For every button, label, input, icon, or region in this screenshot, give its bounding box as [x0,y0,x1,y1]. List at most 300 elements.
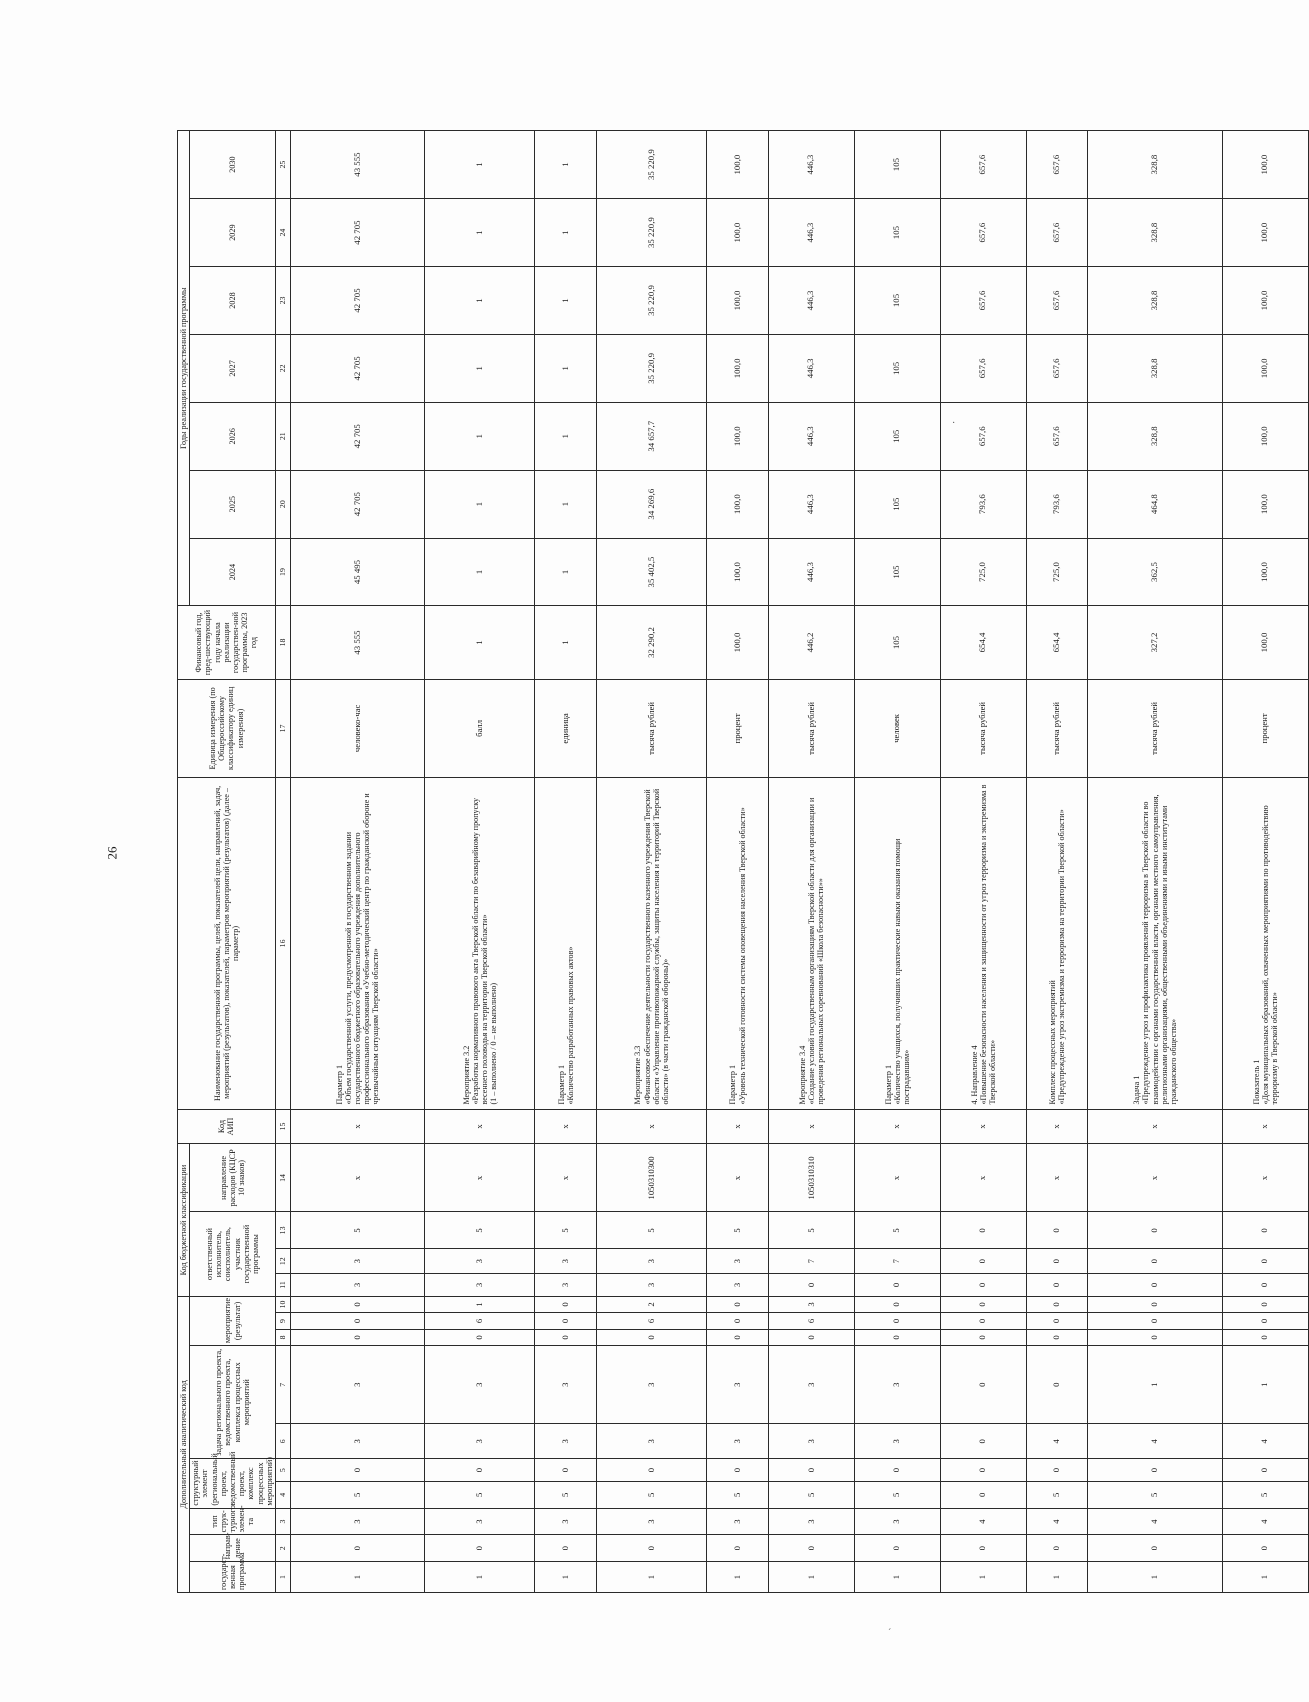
unit-cell: процент [707,679,769,778]
value-cell: 35 220,9 [597,199,707,267]
value-cell: 105 [854,606,940,679]
value-cell: 45 495 [290,538,424,606]
value-cell: 328,8 [1088,267,1222,335]
code-cell: 5 [707,1481,769,1508]
code-cell: 3 [854,1508,940,1535]
code-cell: 0 [940,1346,1026,1424]
value-cell: 105 [854,470,940,538]
code-cell: 0 [940,1313,1026,1329]
code-cell: 5 [1026,1481,1088,1508]
value-cell: 105 [854,131,940,199]
code-cell: 0 [425,1329,535,1345]
column-number: 20 [275,470,290,538]
code-cell: 0 [535,1296,597,1313]
unit-header: Единица измерения (по Общероссийскому классификатору единиц измерения) [178,679,276,778]
value-cell: 35 402,5 [597,538,707,606]
expense-direction-header: направление расходов (КЦСР 10 знаков) [190,1144,276,1212]
column-number: 3 [275,1508,290,1535]
column-number: 18 [275,606,290,679]
code-cell: 3 [290,1508,424,1535]
code-cell: 0 [940,1535,1026,1562]
name-header: Наименование государственной программы, целей, показателей цели, направлений, задач, мероприятий (результатов), показателей, параметров мероприятий (результатов) (далее – параметр) [178,778,276,1109]
table-row [425,131,535,1593]
code-cell: 0 [1026,1346,1088,1424]
value-cell: 657,6 [940,199,1026,267]
code-cell: 5 [290,1481,424,1508]
code-cell: 3 [535,1346,597,1424]
aip-cell: x [1088,1109,1222,1144]
code-cell: 4 [1026,1424,1088,1459]
code-cell: 3 [854,1346,940,1424]
value-cell: 100,0 [1222,538,1308,606]
code-cell: 0 [1222,1329,1308,1345]
column-number: 23 [275,267,290,335]
code-cell: 0 [1222,1296,1308,1313]
code-cell: 0 [768,1329,854,1345]
code-cell: 1 [1222,1562,1308,1593]
code-cell: 3 [707,1249,769,1274]
code-cell: 0 [768,1535,854,1562]
code-cell: 0 [1026,1459,1088,1482]
measure-header: мероприятие (результат) [190,1296,276,1345]
code-cell: 3 [290,1424,424,1459]
value-cell: 100,0 [707,267,769,335]
kcsr-cell: x [535,1144,597,1212]
name-cell: Мероприятие 3.2 «Разработка нормативного правового акта Тверской области по безаварийному пропуску весеннего половодья на территории Тверской области» (1 – выполнено / 0 – не выполнено) [425,778,535,1109]
scan-mark: ´ [888,1628,892,1639]
value-cell: 1 [535,402,597,470]
code-cell: 0 [1088,1212,1222,1249]
code-cell: 0 [1088,1296,1222,1313]
value-cell: 446,3 [768,334,854,402]
value-cell: 42 705 [290,470,424,538]
aip-code-header: Код АИП [178,1109,276,1144]
task-header: задача регионального проекта, ведомственного проекта, комплекса процессных мероприятий [190,1346,276,1459]
name-cell: Мероприятие 3.4 «Создание условий государственным организациям Тверской области для организации и проведения региональных соревнований «Школа безопасности»» [768,778,854,1109]
code-cell: 0 [425,1459,535,1482]
code-cell: 0 [1222,1212,1308,1249]
name-cell: Параметр 1 «Объем государственной услуги, предусмотренной в государственном задании государственного бюджетного образовательного учреждения дополнительного профессионального образования «Учебно-методический центр по гражданской обороне и чрезвычайным ситуациям Тверской области» [290,778,424,1109]
value-cell: 100,0 [1222,470,1308,538]
table-body [290,131,1308,1593]
value-cell: 35 220,9 [597,334,707,402]
value-cell: 654,4 [1026,606,1088,679]
value-cell: 32 290,2 [597,606,707,679]
code-cell: 3 [768,1424,854,1459]
value-cell: 100,0 [707,131,769,199]
value-cell: 42 705 [290,334,424,402]
code-cell: 0 [535,1535,597,1562]
aip-cell: x [425,1109,535,1144]
code-cell: 0 [854,1459,940,1482]
value-cell: 35 220,9 [597,131,707,199]
value-cell: 446,3 [768,131,854,199]
code-cell: 0 [940,1249,1026,1274]
code-cell: 5 [597,1481,707,1508]
code-cell: 0 [707,1296,769,1313]
name-cell: Комплекс процессных мероприятий «Предупреждение угроз экстремизма и терроризма на территории Тверской области» [1026,778,1088,1109]
code-cell: 0 [940,1481,1026,1508]
code-cell: 3 [768,1346,854,1424]
page-number: 26 [104,846,120,860]
column-number-row [275,131,290,1593]
name-cell: Параметр 1 «Уровень технической готовности системы оповещения населения Тверской области» [707,778,769,1109]
table-row [597,131,707,1593]
code-cell: 0 [535,1329,597,1345]
value-cell: 654,4 [940,606,1026,679]
value-cell: 105 [854,334,940,402]
value-cell: 328,8 [1088,402,1222,470]
code-cell: 3 [425,1508,535,1535]
value-cell: 42 705 [290,402,424,470]
column-number: 21 [275,402,290,470]
code-cell: 0 [854,1329,940,1345]
additional-code-header: Дополнительный аналитический код [178,1296,190,1592]
table-row [940,131,1026,1593]
value-cell: 34 657,7 [597,402,707,470]
code-cell: 3 [707,1424,769,1459]
code-cell: 0 [535,1459,597,1482]
kcsr-cell: 1050310310 [768,1144,854,1212]
code-cell: 0 [940,1424,1026,1459]
code-cell: 0 [854,1535,940,1562]
years-header: Годы реализации государственной программы [178,131,190,607]
code-cell: 5 [535,1481,597,1508]
program-table [177,130,1309,1593]
code-cell: 1 [535,1562,597,1593]
code-cell: 3 [597,1346,707,1424]
code-cell: 0 [940,1212,1026,1249]
gp-header: государст-венная программа [190,1562,276,1593]
column-number: 5 [275,1459,290,1482]
unit-cell: балл [425,679,535,778]
year-2024-header: 2024 [190,538,276,606]
value-cell: 657,6 [940,131,1026,199]
code-cell: 0 [1222,1313,1308,1329]
code-cell: 3 [597,1274,707,1297]
code-cell: 3 [768,1296,854,1313]
value-cell: 657,6 [1026,267,1088,335]
code-cell: 0 [425,1535,535,1562]
code-cell: 2 [597,1296,707,1313]
table-row [1026,131,1088,1593]
code-cell: 1 [1088,1562,1222,1593]
column-number: 24 [275,199,290,267]
code-cell: 1 [768,1562,854,1593]
unit-cell: тысяча рублей [1026,679,1088,778]
aip-cell: x [290,1109,424,1144]
struct-type-header: тип струк-турного элемен-та [190,1508,276,1535]
value-cell: 657,6 [940,267,1026,335]
value-cell: 1 [425,538,535,606]
code-cell: 0 [940,1329,1026,1345]
code-cell: 0 [1026,1212,1088,1249]
table-row [854,131,940,1593]
value-cell: 1 [535,267,597,335]
code-cell: 0 [1088,1329,1222,1345]
code-cell: 4 [940,1508,1026,1535]
code-cell: 1 [597,1562,707,1593]
value-cell: 1 [535,606,597,679]
code-cell: 0 [535,1313,597,1329]
code-cell: 3 [425,1424,535,1459]
code-cell: 0 [940,1459,1026,1482]
code-cell: 0 [854,1313,940,1329]
year-2027-header: 2027 [190,334,276,402]
code-cell: 0 [940,1296,1026,1313]
unit-cell: человеко-час [290,679,424,778]
value-cell: 1 [535,199,597,267]
kcsr-cell: x [1026,1144,1088,1212]
code-cell: 3 [597,1249,707,1274]
code-cell: 7 [854,1249,940,1274]
code-cell: 1 [707,1562,769,1593]
value-cell: 328,8 [1088,334,1222,402]
value-cell: 1 [535,131,597,199]
executor-header: ответственный исполнитель, соисполнитель, участник государственной программы [190,1212,276,1296]
aip-cell: x [535,1109,597,1144]
value-cell: 43 555 [290,606,424,679]
code-cell: 4 [1088,1508,1222,1535]
code-cell: 0 [1088,1274,1222,1297]
code-cell: 0 [707,1535,769,1562]
aip-cell: x [940,1109,1026,1144]
code-cell: 0 [940,1274,1026,1297]
code-cell: 0 [1088,1459,1222,1482]
aip-cell: x [707,1109,769,1144]
unit-cell: тысяча рублей [768,679,854,778]
column-number: 10 [275,1296,290,1313]
value-cell: 657,6 [940,402,1026,470]
value-cell: 793,6 [1026,470,1088,538]
value-cell: 725,0 [940,538,1026,606]
value-cell: 35 220,9 [597,267,707,335]
value-cell: 328,8 [1088,199,1222,267]
code-cell: 5 [290,1212,424,1249]
year-2028-header: 2028 [190,267,276,335]
code-cell: 0 [1222,1274,1308,1297]
code-cell: 0 [1088,1535,1222,1562]
code-cell: 5 [1222,1481,1308,1508]
year-2026-header: 2026 [190,402,276,470]
column-number: 11 [275,1274,290,1297]
table-row [290,131,424,1593]
column-number: 7 [275,1346,290,1424]
code-cell: 3 [535,1249,597,1274]
value-cell: 657,6 [1026,402,1088,470]
code-cell: 0 [290,1459,424,1482]
code-cell: 0 [1088,1313,1222,1329]
year-2029-header: 2029 [190,199,276,267]
value-cell: 42 705 [290,267,424,335]
value-cell: 100,0 [1222,199,1308,267]
code-cell: 0 [1026,1274,1088,1297]
code-cell: 4 [1222,1508,1308,1535]
column-number: 1 [275,1562,290,1593]
code-cell: 3 [597,1424,707,1459]
code-cell: 0 [597,1535,707,1562]
code-cell: 5 [854,1212,940,1249]
value-cell: 446,3 [768,199,854,267]
code-cell: 5 [597,1212,707,1249]
code-cell: 3 [597,1508,707,1535]
value-cell: 446,3 [768,538,854,606]
code-cell: 0 [1222,1535,1308,1562]
value-cell: 327,2 [1088,606,1222,679]
value-cell: 657,6 [1026,131,1088,199]
code-cell: 3 [425,1346,535,1424]
column-number: 17 [275,679,290,778]
value-cell: 1 [425,199,535,267]
direction-header: направ-ление [190,1535,276,1562]
year-2030-header: 2030 [190,131,276,199]
code-cell: 3 [707,1274,769,1297]
table-row [1088,131,1222,1593]
value-cell: 464,8 [1088,470,1222,538]
code-cell: 0 [1222,1249,1308,1274]
unit-cell: человек [854,679,940,778]
value-cell: 1 [535,470,597,538]
code-cell: 3 [290,1274,424,1297]
value-cell: 100,0 [707,606,769,679]
code-cell: 1 [425,1296,535,1313]
code-cell: 4 [1026,1508,1088,1535]
value-cell: 34 269,6 [597,470,707,538]
aip-cell: x [1026,1109,1088,1144]
kcsr-cell: x [290,1144,424,1212]
value-cell: 105 [854,402,940,470]
value-cell: 100,0 [1222,402,1308,470]
kcsr-cell: x [940,1144,1026,1212]
value-cell: 100,0 [1222,606,1308,679]
name-cell: 4. Направление 4 «Повышение безопасности населения и защищенности от угроз терроризма и экстремизма в Тверской области» [940,778,1026,1109]
code-cell: 4 [1088,1424,1222,1459]
code-cell: 1 [425,1562,535,1593]
code-cell: 0 [707,1329,769,1345]
column-number: 22 [275,334,290,402]
code-cell: 5 [535,1212,597,1249]
column-number: 15 [275,1109,290,1144]
value-cell: 105 [854,199,940,267]
value-cell: 105 [854,538,940,606]
code-cell: 3 [854,1424,940,1459]
code-cell: 1 [290,1562,424,1593]
value-cell: 100,0 [1222,131,1308,199]
code-cell: 0 [1222,1459,1308,1482]
code-cell: 3 [425,1274,535,1297]
value-cell: 1 [425,131,535,199]
value-cell: 725,0 [1026,538,1088,606]
table-row [707,131,769,1593]
column-number: 16 [275,778,290,1109]
code-cell: 3 [290,1346,424,1424]
column-number: 2 [275,1535,290,1562]
aip-cell: x [768,1109,854,1144]
code-cell: 3 [535,1274,597,1297]
code-cell: 0 [290,1535,424,1562]
value-cell: 657,6 [1026,334,1088,402]
code-cell: 1 [940,1562,1026,1593]
code-cell: 0 [1026,1329,1088,1345]
aip-cell: x [1222,1109,1308,1144]
column-number: 14 [275,1144,290,1212]
value-cell: 1 [425,267,535,335]
code-cell: 5 [768,1212,854,1249]
code-cell: 0 [597,1459,707,1482]
value-cell: 100,0 [1222,334,1308,402]
value-cell: 793,6 [940,470,1026,538]
code-cell: 0 [707,1313,769,1329]
value-cell: 1 [535,334,597,402]
base-year-header: Финансовый год, пред-шествующий году начала реализации государствен-ной программы, 2023 год [178,606,276,679]
year-2025-header: 2025 [190,470,276,538]
code-cell: 0 [854,1296,940,1313]
column-number: 25 [275,131,290,199]
column-number: 6 [275,1424,290,1459]
code-cell: 0 [290,1296,424,1313]
code-cell: 3 [535,1424,597,1459]
value-cell: 1 [425,606,535,679]
code-cell: 5 [425,1481,535,1508]
scan-mark: · [952,418,956,429]
aip-cell: x [854,1109,940,1144]
table-row [535,131,597,1593]
value-cell: 446,3 [768,470,854,538]
kcsr-cell: x [1088,1144,1222,1212]
code-cell: 0 [768,1459,854,1482]
rotated-table-stage [177,130,1279,1593]
value-cell: 100,0 [1222,267,1308,335]
value-cell: 43 555 [290,131,424,199]
code-cell: 6 [768,1313,854,1329]
value-cell: 100,0 [707,402,769,470]
code-cell: 3 [425,1249,535,1274]
code-cell: 0 [854,1274,940,1297]
name-cell: Мероприятие 3.3 «Финансовое обеспечение деятельности государственного казенного учреждения Тверской области «Управление противопожарной службы, защиты населения и территорий Тверской области» (в части гражданской обороны)» [597,778,707,1109]
code-cell: 5 [768,1481,854,1508]
table-row [768,131,854,1593]
code-cell: 1 [854,1562,940,1593]
code-cell: 3 [535,1508,597,1535]
value-cell: 100,0 [707,470,769,538]
code-cell: 0 [597,1329,707,1345]
name-cell: Параметр 1 «Количество учащихся, получивших практические навыки оказания помощи пострадавшим» [854,778,940,1109]
code-cell: 3 [768,1508,854,1535]
code-cell: 5 [707,1212,769,1249]
value-cell: 328,8 [1088,131,1222,199]
value-cell: 42 705 [290,199,424,267]
code-cell: 6 [425,1313,535,1329]
kcsr-cell: 1050310300 [597,1144,707,1212]
value-cell: 657,6 [1026,199,1088,267]
value-cell: 657,6 [940,334,1026,402]
code-cell: 0 [290,1313,424,1329]
code-cell: 0 [1026,1296,1088,1313]
value-cell: 105 [854,267,940,335]
value-cell: 1 [425,334,535,402]
code-cell: 0 [1026,1535,1088,1562]
code-cell: 3 [707,1508,769,1535]
name-cell: Параметр 1 «Количество разработанных правовых актов» [535,778,597,1109]
column-number: 4 [275,1481,290,1508]
kcsr-cell: x [425,1144,535,1212]
code-cell: 3 [707,1346,769,1424]
column-number: 12 [275,1249,290,1274]
value-cell: 362,5 [1088,538,1222,606]
code-cell: 5 [1088,1481,1222,1508]
aip-cell: x [597,1109,707,1144]
code-cell: 1 [1222,1346,1308,1424]
